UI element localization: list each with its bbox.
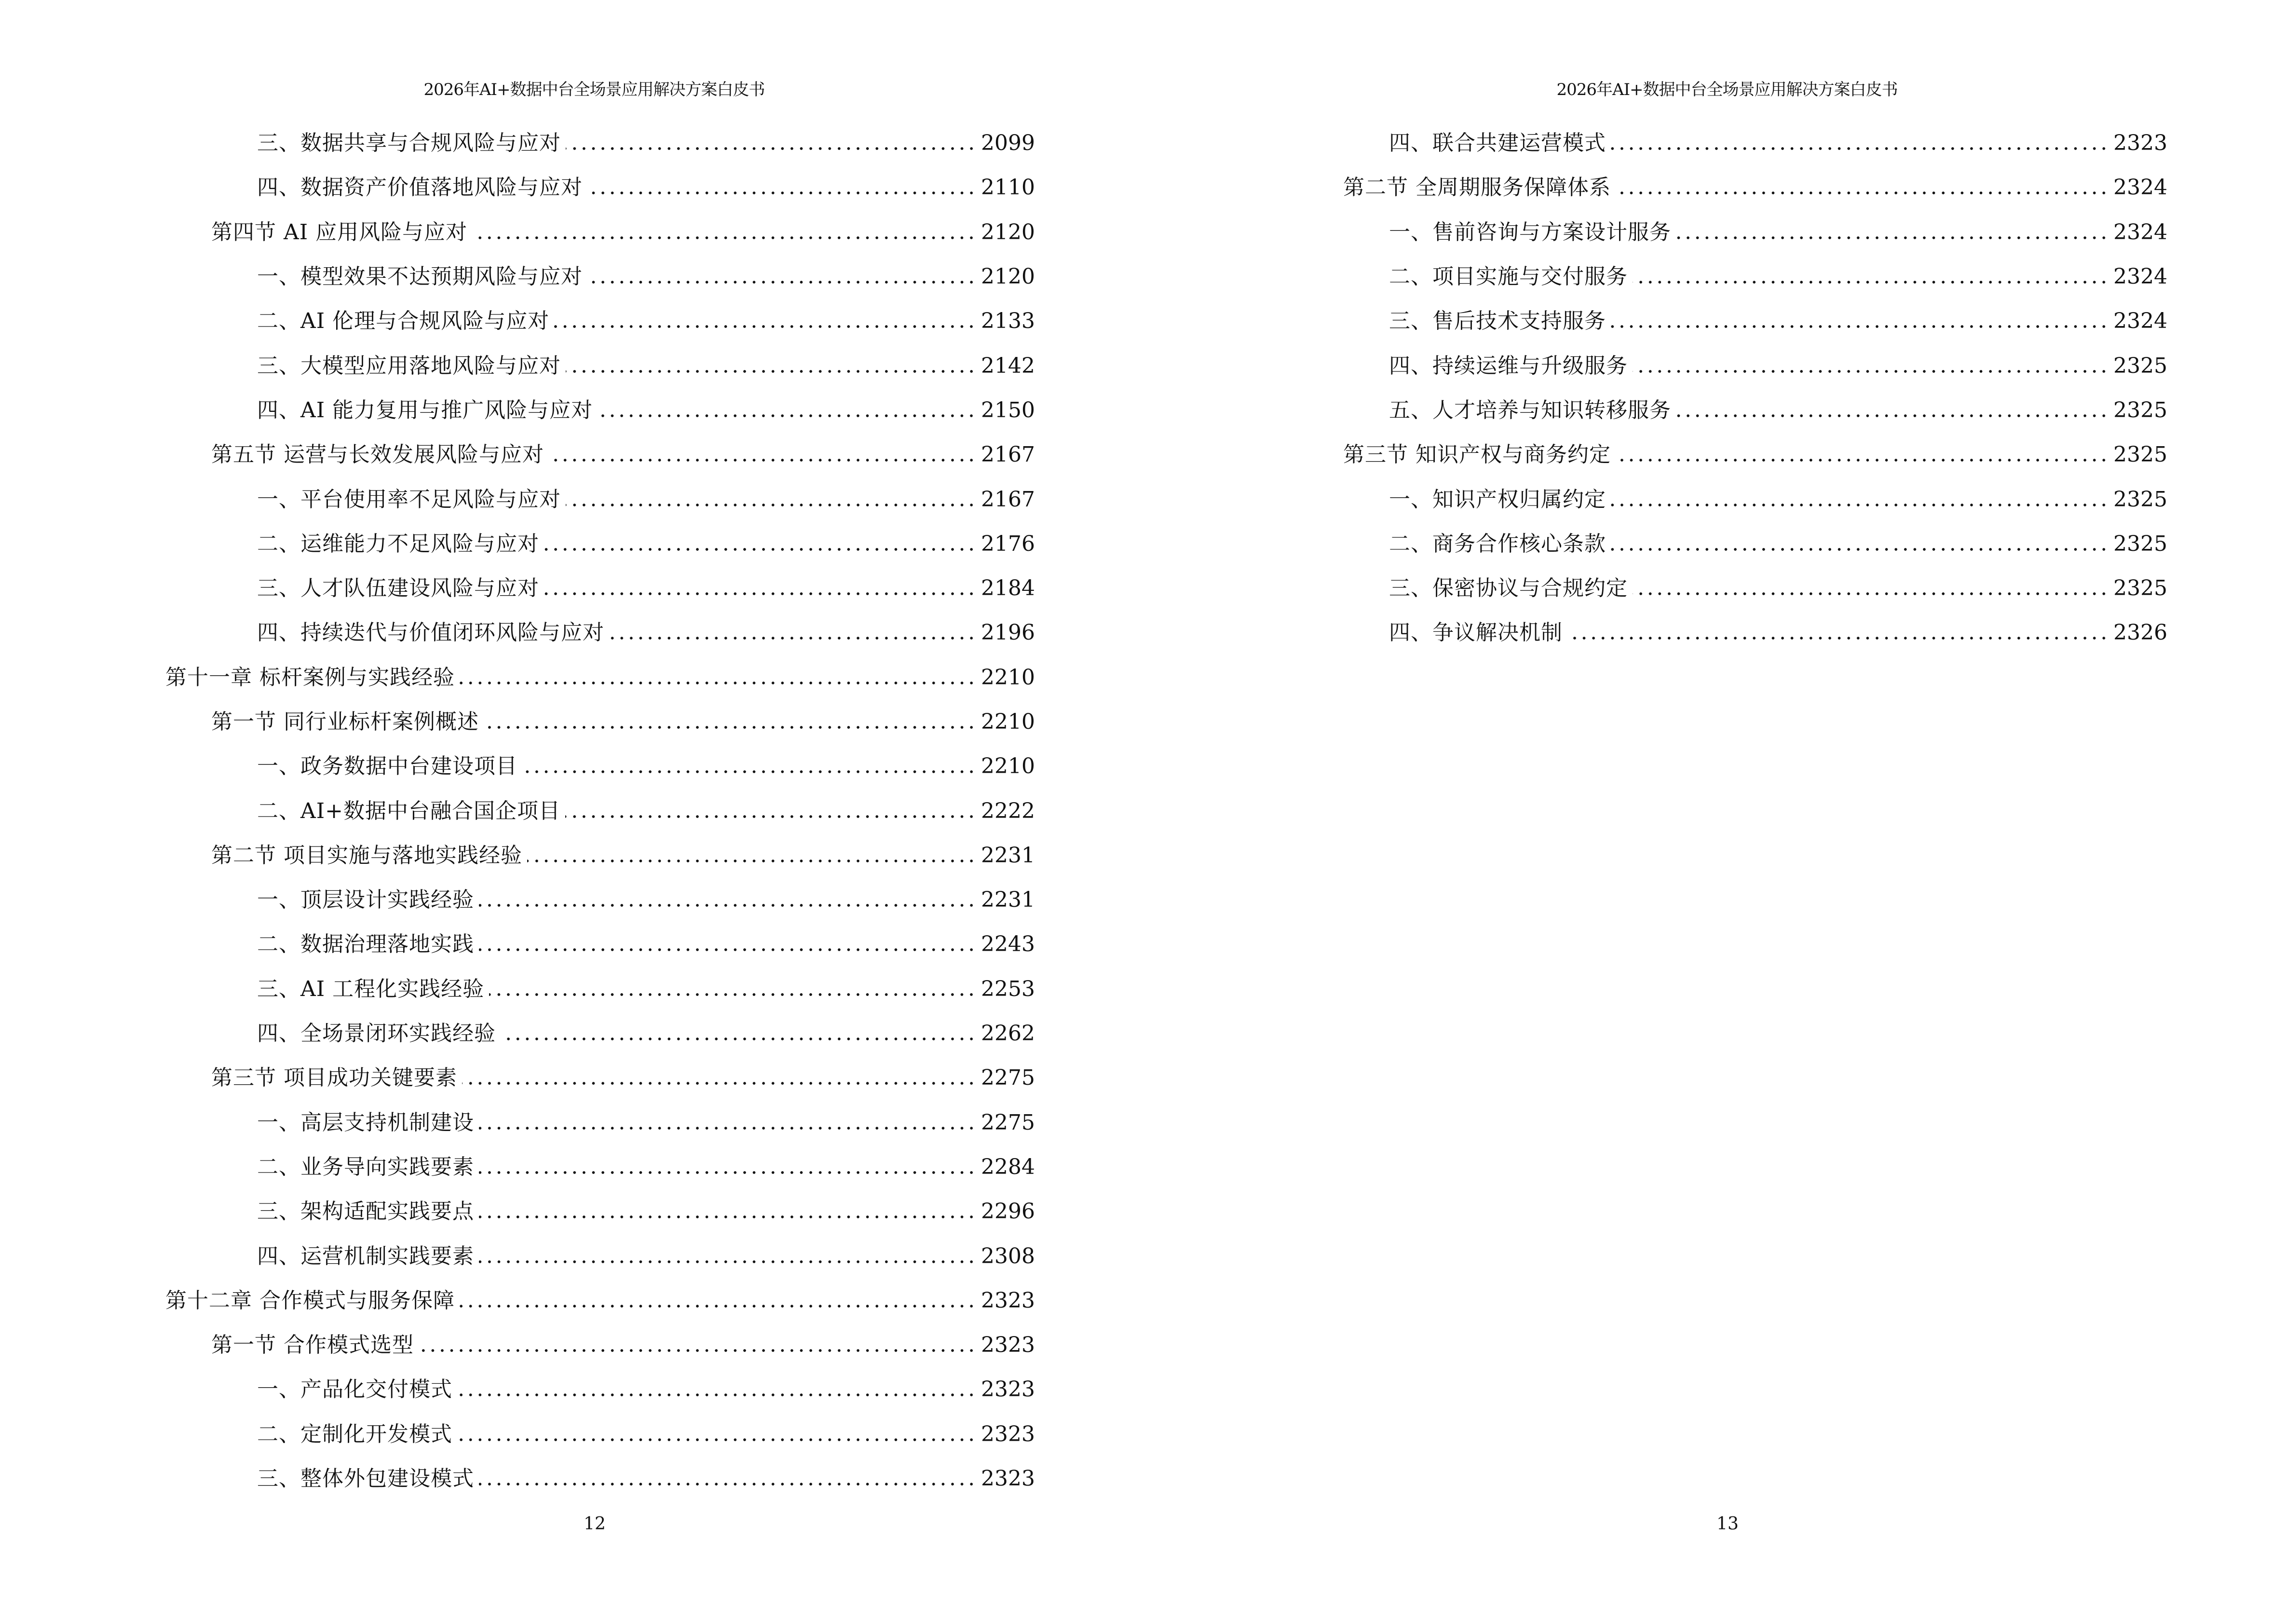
toc-entry-subsection[interactable] (165, 255, 1035, 299)
dot-leader (489, 977, 976, 1001)
dot-leader (479, 1111, 976, 1135)
dot-leader (522, 754, 976, 778)
toc-entry-page-number: 2210 (981, 754, 1035, 779)
toc-entry-title: 一、模型效果不达预期风险与应对 (257, 264, 583, 289)
dot-leader (565, 799, 976, 823)
toc-entry-page-number: 2323 (981, 1421, 1035, 1447)
toc-entry-title: 四、联合共建运营模式 (1389, 131, 1606, 156)
dot-leader (460, 1289, 976, 1313)
toc-entry-title: 一、产品化交付模式 (257, 1377, 452, 1402)
toc-entry-page-number: 2323 (981, 1333, 1035, 1358)
toc-entry-page-number: 2325 (2113, 442, 2167, 467)
toc-entry-title: 一、平台使用率不足风险与应对 (257, 487, 561, 512)
toc-entry-title: 第一节 同行业标杆案例概述 (211, 710, 479, 734)
toc-entry-title: 四、持续运维与升级服务 (1389, 353, 1628, 378)
dot-leader (544, 532, 976, 556)
toc-entry-page-number: 2210 (981, 710, 1035, 734)
toc-entry-page-number: 2150 (981, 397, 1035, 423)
dot-leader (549, 443, 976, 467)
dot-leader (1616, 176, 2109, 200)
dot-leader (566, 488, 976, 512)
toc-entry-subsection[interactable] (1297, 477, 2167, 521)
toc-entry-page-number: 2253 (981, 976, 1035, 1001)
toc-entry-title: 一、高层支持机制建设 (257, 1110, 474, 1135)
dot-leader (1676, 220, 2109, 245)
toc-entry-page-number: 2323 (981, 1466, 1035, 1491)
toc-entry-title: 第二节 项目实施与落地实践经验 (211, 843, 522, 868)
toc-entry-subsection[interactable] (1297, 255, 2167, 299)
toc-entry-subsection[interactable] (165, 967, 1035, 1011)
toc-entry-title: 一、政务数据中台建设项目 (257, 754, 517, 779)
toc-entry-page-number: 2176 (981, 531, 1035, 556)
dot-leader (462, 1066, 976, 1090)
toc-entry-title: 四、数据资产价值落地风险与应对 (257, 175, 583, 200)
toc-entry-page-number: 2324 (2113, 309, 2167, 334)
toc-entry-title: 第五节 运营与长效发展风险与应对 (211, 442, 544, 467)
toc-entry-page-number: 2323 (981, 1377, 1035, 1402)
toc-entry-title: 二、AI 伦理与合规风险与应对 (257, 309, 550, 334)
toc-entry-title: 第二节 全周期服务保障体系 (1343, 175, 1611, 200)
toc-entry-section[interactable] (165, 210, 1035, 255)
toc-entry-subsection[interactable] (165, 1234, 1035, 1278)
toc-entry-page-number: 2262 (981, 1021, 1035, 1046)
toc-entry-title: 二、AI+数据中台融合国企项目 (257, 798, 561, 823)
toc-entry-subsection[interactable] (165, 1412, 1035, 1457)
toc-entry-title: 二、项目实施与交付服务 (1389, 264, 1628, 289)
toc-entry-subsection[interactable] (1297, 388, 2167, 433)
toc-entry-page-number: 2120 (981, 264, 1035, 289)
toc-entry-title: 三、整体外包建设模式 (257, 1466, 474, 1491)
toc-entry-page-number: 2325 (2113, 487, 2167, 512)
toc-entry-page-number: 2184 (981, 576, 1035, 601)
toc-entry-page-number: 2296 (981, 1199, 1035, 1224)
dot-leader (566, 131, 976, 155)
toc-entry-subsection[interactable] (165, 522, 1035, 566)
toc-entry-subsection[interactable] (1297, 522, 2167, 566)
dot-leader (1611, 131, 2109, 155)
toc-entry-title: 四、争议解决机制 (1389, 620, 1563, 645)
dot-leader (457, 1422, 976, 1447)
toc-entry-title: 三、人才队伍建设风险与应对 (257, 576, 539, 601)
toc-entry-chapter[interactable] (165, 655, 1035, 700)
toc-entry-page-number: 2120 (981, 219, 1035, 245)
dot-leader (566, 354, 976, 378)
toc-entry-title: 三、架构适配实践要点 (257, 1199, 474, 1224)
toc-entry-title: 二、定制化开发模式 (257, 1421, 452, 1447)
dot-leader (1567, 621, 2109, 645)
toc-entry-subsection[interactable] (165, 878, 1035, 922)
toc-entry-subsection[interactable] (165, 477, 1035, 521)
dot-leader (544, 576, 976, 600)
toc-entry-subsection[interactable] (1297, 121, 2167, 165)
toc-entry-page-number: 2326 (2113, 620, 2167, 645)
toc-entry-title: 二、数据治理落地实践 (257, 932, 474, 957)
dot-leader (457, 1378, 976, 1402)
dot-leader (1676, 398, 2109, 423)
dot-leader (527, 844, 976, 868)
toc-entry-page-number: 2324 (2113, 219, 2167, 245)
toc-entry-title: 第三节 项目成功关键要素 (211, 1065, 457, 1091)
toc-entry-subsection[interactable] (165, 343, 1035, 388)
toc-entry-title: 一、顶层设计实践经验 (257, 887, 474, 913)
dot-leader (554, 309, 976, 333)
toc-page-right (1144, 0, 2287, 1624)
toc-entry-title: 三、售后技术支持服务 (1389, 309, 1606, 334)
toc-entry-page-number: 2325 (2113, 531, 2167, 556)
toc-entry-subsection[interactable] (1297, 343, 2167, 388)
toc-entry-title: 四、持续迭代与价值闭环风险与应对 (257, 620, 604, 645)
dot-leader (419, 1333, 976, 1357)
dot-leader (1611, 309, 2109, 333)
toc-entry-title: 第十一章 标杆案例与实践经验 (165, 665, 455, 690)
toc-entry-subsection[interactable] (1297, 566, 2167, 611)
toc-entry-page-number: 2323 (981, 1288, 1035, 1313)
toc-entry-page-number: 2284 (981, 1154, 1035, 1179)
toc-entry-page-number: 2325 (2113, 576, 2167, 601)
dot-leader (479, 1200, 976, 1224)
toc-entry-title: 二、运维能力不足风险与应对 (257, 531, 539, 556)
toc-entry-title: 三、大模型应用落地风险与应对 (257, 353, 561, 378)
toc-entry-page-number: 2167 (981, 487, 1035, 512)
toc-entry-page-number: 2325 (2113, 397, 2167, 423)
toc-entry-subsection[interactable] (165, 1189, 1035, 1234)
dot-leader (472, 220, 976, 245)
toc-entry-page-number: 2133 (981, 309, 1035, 334)
toc-entry-title: 三、AI 工程化实践经验 (257, 976, 485, 1001)
toc-entry-section[interactable] (1297, 433, 2167, 477)
dot-leader (587, 265, 976, 289)
dot-leader (479, 888, 976, 912)
dot-leader (1611, 532, 2109, 556)
toc-entry-subsection[interactable] (165, 165, 1035, 210)
toc-entry-section[interactable] (1297, 165, 2167, 210)
toc-entry-page-number: 2275 (981, 1110, 1035, 1135)
dot-leader (598, 398, 976, 423)
toc-entry-section[interactable] (165, 433, 1035, 477)
page-number: 12 (584, 1514, 606, 1534)
toc-entry-subsection[interactable] (165, 922, 1035, 967)
toc-entry-subsection[interactable] (165, 566, 1035, 611)
toc-entry-title: 二、商务合作核心条款 (1389, 531, 1606, 556)
dot-leader (1616, 443, 2109, 467)
toc-entry-page-number: 2142 (981, 353, 1035, 378)
toc-entry-section[interactable] (165, 1323, 1035, 1367)
toc-entry-page-number: 2243 (981, 932, 1035, 957)
toc-entry-title: 五、人才培养与知识转移服务 (1389, 397, 1671, 423)
dot-leader (479, 932, 976, 956)
toc-entry-subsection[interactable] (165, 388, 1035, 433)
dot-leader (501, 1022, 976, 1046)
dot-leader (479, 1244, 976, 1269)
toc-entry-title: 第三节 知识产权与商务约定 (1343, 442, 1611, 467)
dot-leader (609, 621, 976, 645)
toc-entry-subsection[interactable] (165, 789, 1035, 833)
dot-leader (479, 1155, 976, 1179)
dot-leader (1633, 265, 2109, 289)
table-of-contents (1297, 121, 2167, 655)
toc-entry-page-number: 2196 (981, 620, 1035, 645)
toc-entry-page-number: 2231 (981, 887, 1035, 913)
toc-entry-page-number: 2325 (2113, 353, 2167, 378)
toc-entry-subsection[interactable] (165, 611, 1035, 655)
toc-entry-page-number: 2323 (2113, 131, 2167, 156)
toc-entry-title: 三、保密协议与合规约定 (1389, 576, 1628, 601)
running-header: 2026年AI+数据中台全场景应用解决方案白皮书 (423, 80, 765, 99)
table-of-contents (165, 121, 1035, 1501)
toc-entry-subsection[interactable] (165, 744, 1035, 789)
toc-entry-section[interactable] (165, 1056, 1035, 1100)
dot-leader (484, 710, 976, 734)
toc-entry-subsection[interactable] (165, 299, 1035, 343)
dot-leader (1611, 488, 2109, 512)
toc-entry-subsection[interactable] (1297, 299, 2167, 343)
toc-entry-title: 一、知识产权归属约定 (1389, 487, 1606, 512)
dot-leader (1633, 354, 2109, 378)
toc-entry-title: 第十二章 合作模式与服务保障 (165, 1288, 455, 1313)
toc-entry-page-number: 2275 (981, 1065, 1035, 1091)
toc-entry-title: 四、全场景闭环实践经验 (257, 1021, 496, 1046)
toc-entry-page-number: 2210 (981, 665, 1035, 690)
toc-entry-section[interactable] (165, 700, 1035, 744)
dot-leader (460, 666, 976, 690)
toc-entry-page-number: 2167 (981, 442, 1035, 467)
toc-entry-subsection[interactable] (165, 121, 1035, 165)
toc-entry-page-number: 2222 (981, 798, 1035, 823)
toc-entry-page-number: 2324 (2113, 175, 2167, 200)
toc-entry-subsection[interactable] (1297, 210, 2167, 255)
toc-entry-title: 一、售前咨询与方案设计服务 (1389, 219, 1671, 245)
page-number: 13 (1716, 1514, 1739, 1534)
toc-entry-subsection[interactable] (165, 1457, 1035, 1501)
dot-leader (479, 1467, 976, 1491)
running-header: 2026年AI+数据中台全场景应用解决方案白皮书 (1556, 80, 1898, 99)
toc-entry-page-number: 2308 (981, 1243, 1035, 1269)
toc-entry-chapter[interactable] (165, 1279, 1035, 1323)
toc-entry-subsection[interactable] (1297, 611, 2167, 655)
toc-entry-title: 四、运营机制实践要素 (257, 1243, 474, 1269)
toc-entry-page-number: 2324 (2113, 264, 2167, 289)
toc-entry-page-number: 2231 (981, 843, 1035, 868)
toc-entry-title: 四、AI 能力复用与推广风险与应对 (257, 397, 593, 423)
toc-entry-title: 第一节 合作模式选型 (211, 1333, 414, 1358)
toc-entry-subsection[interactable] (165, 1101, 1035, 1145)
dot-leader (1633, 576, 2109, 600)
toc-entry-page-number: 2099 (981, 131, 1035, 156)
toc-entry-title: 二、业务导向实践要素 (257, 1154, 474, 1179)
toc-entry-subsection[interactable] (165, 1011, 1035, 1056)
toc-entry-subsection[interactable] (165, 1145, 1035, 1189)
toc-entry-section[interactable] (165, 833, 1035, 878)
toc-entry-title: 三、数据共享与合规风险与应对 (257, 131, 561, 156)
toc-entry-page-number: 2110 (981, 175, 1035, 200)
toc-entry-title: 第四节 AI 应用风险与应对 (211, 219, 468, 245)
dot-leader (587, 176, 976, 200)
toc-entry-subsection[interactable] (165, 1367, 1035, 1412)
